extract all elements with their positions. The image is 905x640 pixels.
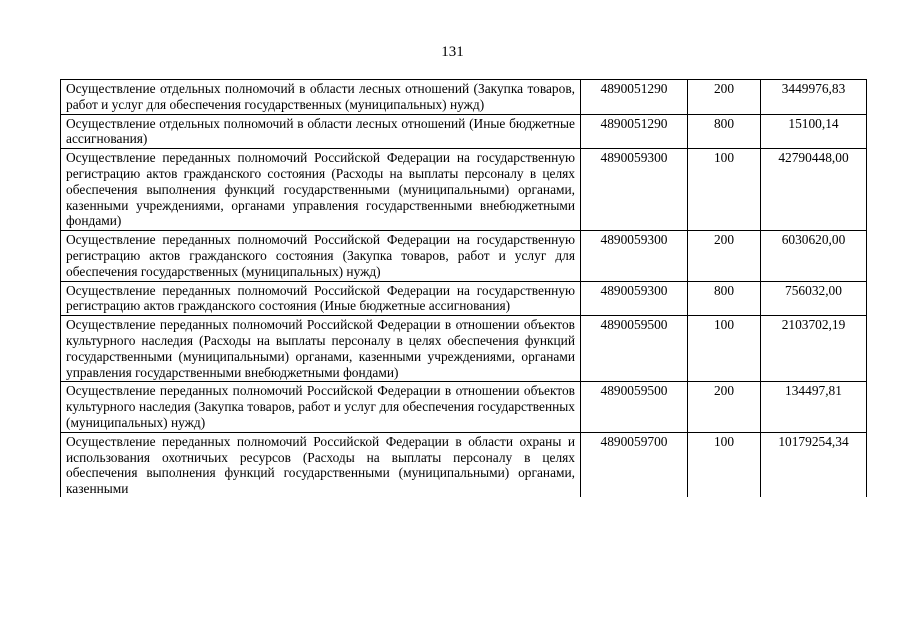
- expense-description: Осуществление переданных полномочий Российской Федерации на государственную регистрацию актов гражданского состояния (Иные бюджетные ассигнования): [61, 281, 581, 316]
- expense-description-cell: [61, 432, 581, 497]
- table-row: [61, 149, 867, 231]
- table-row: [61, 432, 867, 497]
- amount: 134497,81: [761, 382, 867, 432]
- page-number: 131: [441, 44, 464, 60]
- amount: 756032,00: [761, 281, 867, 316]
- expense-type-code: 800: [688, 281, 761, 316]
- expense-description: Осуществление переданных полномочий Российской Федерации на государственную регистрацию актов гражданского состояния (Расходы на выплаты персоналу в целях обеспечения выполнения функций государственными (муниципальными) органами, казенными учреждениями, органами управления государственными внебюджетными фондами): [61, 149, 581, 231]
- expense-description: Осуществление переданных полномочий Российской Федерации в отношении объектов культурного наследия (Расходы на выплаты персоналу в целях обеспечения функций государственными (муниципальными) органами, казенными учреждениями, органами управления государственными внебюджетными фондами): [61, 316, 581, 382]
- target-article-code: 4890059300: [581, 231, 688, 281]
- expense-type-code: 100: [688, 149, 761, 231]
- target-article-code: 4890059700: [581, 432, 688, 497]
- table-row: [61, 382, 867, 432]
- expense-description: Осуществление переданных полномочий Российской Федерации в отношении объектов культурного наследия (Закупка товаров, работ и услуг для обеспечения государственных (муниципальных) нужд): [61, 382, 581, 432]
- amount: 6030620,00: [761, 231, 867, 281]
- table-row: [61, 316, 867, 382]
- expense-type-code: 200: [688, 231, 761, 281]
- target-article-code: 4890059500: [581, 316, 688, 382]
- amount: 10179254,34: [761, 432, 867, 497]
- amount: 2103702,19: [761, 316, 867, 382]
- expense-type-code: 100: [688, 316, 761, 382]
- amount: 3449976,83: [761, 80, 867, 115]
- target-article-code: 4890059300: [581, 281, 688, 316]
- expense-description: Осуществление переданных полномочий Российской Федерации на государственную регистрацию актов гражданского состояния (Закупка товаров, работ и услуг для обеспечения государственных (муниципальных) нужд): [61, 231, 581, 281]
- table-row: [61, 114, 867, 149]
- expense-type-code: 200: [688, 382, 761, 432]
- expense-type-code: 800: [688, 114, 761, 149]
- table-row: [61, 231, 867, 281]
- budget-table: [60, 79, 867, 497]
- table-row: [61, 80, 867, 115]
- budget-table-body: [61, 80, 867, 497]
- target-article-code: 4890051290: [581, 80, 688, 115]
- target-article-code: 4890059500: [581, 382, 688, 432]
- expense-description: Осуществление отдельных полномочий в области лесных отношений (Иные бюджетные ассигнования): [61, 114, 581, 149]
- expense-description: Осуществление отдельных полномочий в области лесных отношений (Закупка товаров, работ и услуг для обеспечения государственных (муниципальных) нужд): [61, 80, 581, 115]
- amount: 15100,14: [761, 114, 867, 149]
- table-row: [61, 281, 867, 316]
- amount: 42790448,00: [761, 149, 867, 231]
- expense-type-code: 100: [688, 432, 761, 497]
- expense-description: Осуществление переданных полномочий Российской Федерации в области охраны и использования охотничьих ресурсов (Расходы на выплаты персоналу в целях обеспечения выполнения функций государственными (муниципальными) органами, казенными: [66, 433, 575, 496]
- target-article-code: 4890051290: [581, 114, 688, 149]
- expense-type-code: 200: [688, 80, 761, 115]
- target-article-code: 4890059300: [581, 149, 688, 231]
